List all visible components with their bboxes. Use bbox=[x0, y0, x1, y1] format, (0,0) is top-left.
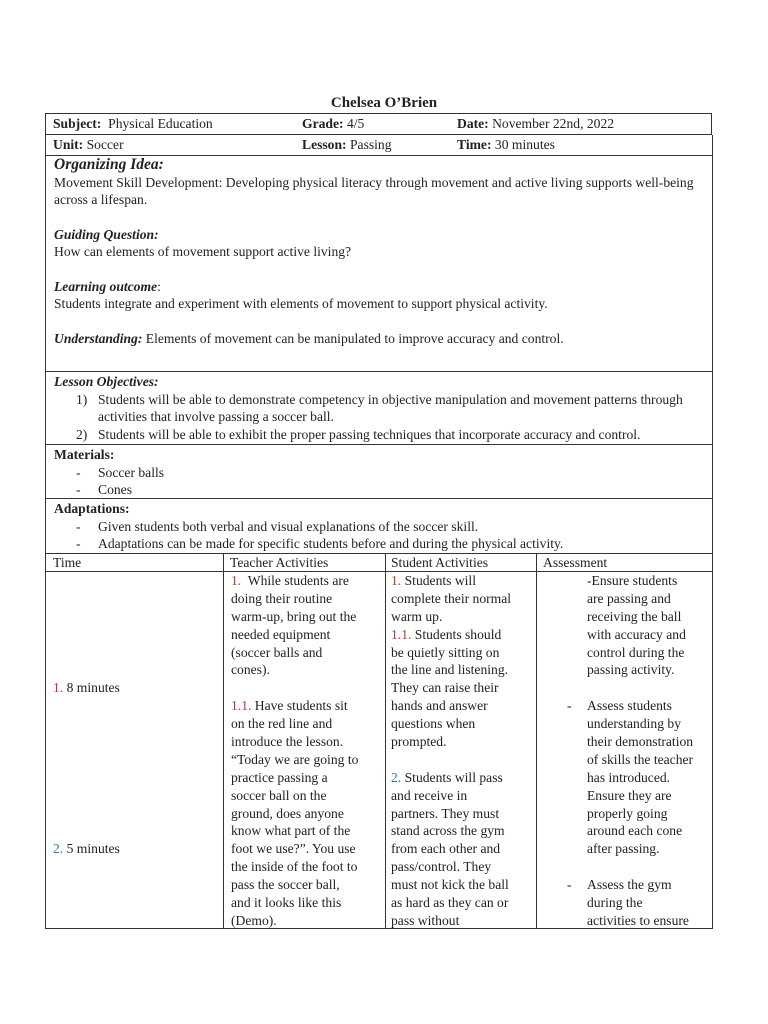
cell-line bbox=[391, 661, 511, 679]
subject-field bbox=[53, 116, 213, 132]
line-text: properly going bbox=[587, 805, 668, 821]
cell-line bbox=[231, 608, 358, 626]
line-text: cones). bbox=[231, 662, 270, 678]
cell-line bbox=[231, 644, 358, 662]
cell-line bbox=[587, 590, 693, 608]
learning-outcome-text: Students integrate and experiment with elements of movement to support physical activity. bbox=[54, 296, 548, 311]
cell-line bbox=[231, 715, 358, 733]
subject-label: Subject: bbox=[53, 116, 102, 131]
line-text: ground, does anyone bbox=[231, 805, 344, 821]
cell-line bbox=[231, 661, 358, 679]
objective-item bbox=[46, 426, 712, 444]
line-text: Assess students bbox=[587, 698, 672, 714]
cell-line bbox=[567, 876, 693, 894]
cell-line bbox=[231, 876, 358, 894]
line-text: partners. They must bbox=[391, 805, 500, 821]
cell-line bbox=[567, 697, 693, 715]
cell-line bbox=[587, 751, 693, 769]
cell-line bbox=[587, 769, 693, 787]
line-text: and receive in bbox=[391, 787, 468, 803]
item-number: 1) bbox=[76, 391, 88, 407]
lesson-field bbox=[302, 137, 392, 153]
line-text: hands and answer bbox=[391, 698, 488, 714]
unit-field bbox=[53, 137, 124, 153]
line-text: prompted. bbox=[391, 734, 447, 750]
line-text: has introduced. bbox=[587, 769, 671, 785]
cell-line bbox=[391, 876, 511, 894]
assessment-column bbox=[567, 572, 694, 930]
cell-line bbox=[231, 697, 358, 715]
step-number: 1. bbox=[391, 573, 402, 588]
grade-label: Grade: bbox=[302, 116, 344, 131]
cell-line bbox=[53, 661, 120, 679]
line-text: pass/control. They bbox=[391, 859, 492, 875]
unit-value: Soccer bbox=[86, 137, 124, 152]
cell-line bbox=[391, 679, 511, 697]
line-text: as hard as they can or bbox=[391, 895, 509, 911]
cell-line bbox=[231, 840, 358, 858]
cell-line bbox=[231, 769, 358, 787]
line-text: with accuracy and bbox=[587, 626, 686, 642]
line-text: the line and listening. bbox=[391, 662, 509, 678]
item-number: 2) bbox=[76, 426, 88, 442]
item-text: Students will be able to demonstrate competency in objective manipulation and movement patterns through activities that involve passing a soccer ball. bbox=[98, 391, 683, 424]
date-field bbox=[457, 116, 614, 132]
cell-line bbox=[231, 822, 358, 840]
line-text: be quietly sitting on bbox=[391, 644, 500, 660]
line-text: know what part of the bbox=[231, 823, 351, 839]
line-text: Have students sit bbox=[251, 698, 348, 714]
cell-line bbox=[231, 590, 358, 608]
understanding-heading: Understanding: bbox=[54, 330, 143, 346]
cell-line bbox=[53, 644, 120, 662]
cell-line bbox=[53, 608, 120, 626]
line-text: during the bbox=[587, 895, 643, 911]
line-text: Students will pass bbox=[401, 769, 503, 785]
cell-line bbox=[231, 572, 358, 590]
line-text: understanding by bbox=[587, 716, 682, 732]
header-assessment: Assessment bbox=[543, 555, 608, 570]
cell-line bbox=[231, 787, 358, 805]
cell-line bbox=[587, 733, 693, 751]
cell-line bbox=[587, 715, 693, 733]
line-text: introduce the lesson. bbox=[231, 734, 344, 750]
step-number: 1.1. bbox=[231, 698, 252, 714]
subject-value: Physical Education bbox=[108, 116, 213, 131]
cell-line bbox=[231, 733, 358, 751]
lesson-value: Passing bbox=[349, 137, 392, 152]
cell-line bbox=[391, 840, 511, 858]
item-text: Adaptations can be made for specific students before and during the physical activity. bbox=[98, 536, 564, 551]
header-time: Time bbox=[53, 555, 82, 570]
line-text: Assess the gym bbox=[587, 877, 672, 893]
line-text: warm-up, bring out the bbox=[231, 608, 357, 624]
line-text: -Ensure students bbox=[587, 573, 678, 588]
line-text: warm up. bbox=[391, 608, 443, 624]
line-text: of skills the teacher bbox=[587, 751, 694, 767]
cell-line bbox=[53, 590, 120, 608]
cell-line bbox=[391, 858, 511, 876]
line-text: on the red line and bbox=[231, 716, 333, 732]
grade-field bbox=[302, 116, 364, 132]
date-value: November 22nd, 2022 bbox=[492, 116, 615, 131]
line-text: They can raise their bbox=[391, 680, 499, 696]
cell-line bbox=[231, 751, 358, 769]
line-text: pass without bbox=[391, 912, 460, 928]
step-number: 1. bbox=[53, 680, 64, 696]
cell-line bbox=[587, 894, 693, 912]
learning-outcome-heading: Learning outcome bbox=[54, 278, 158, 294]
adaptation-item: - Given students both verbal and visual explanations of the soccer skill. bbox=[76, 518, 479, 534]
cell-line bbox=[391, 822, 511, 840]
cell-line bbox=[231, 912, 358, 930]
line-text: complete their normal bbox=[391, 590, 512, 606]
line-text: While students are bbox=[241, 573, 349, 588]
teacher-column bbox=[231, 572, 358, 930]
cell-line bbox=[391, 572, 511, 590]
cell-line bbox=[587, 787, 693, 805]
time-label: Time: bbox=[457, 137, 492, 152]
line-text: (soccer balls and bbox=[231, 644, 323, 660]
cell-line bbox=[391, 912, 511, 930]
student-column bbox=[391, 572, 511, 930]
cell-line bbox=[587, 608, 693, 626]
cell-line bbox=[587, 626, 693, 644]
line-text: the inside of the foot to bbox=[231, 859, 358, 875]
step-number: 2. bbox=[391, 769, 402, 785]
cell-line bbox=[391, 715, 511, 733]
cell-line bbox=[587, 858, 693, 876]
line-text: foot we use?”. You use bbox=[231, 841, 356, 857]
cell-line bbox=[53, 733, 120, 751]
time-value: 30 minutes bbox=[494, 137, 555, 152]
cell-line bbox=[231, 894, 358, 912]
cell-line bbox=[391, 805, 511, 823]
adaptation-item: - Adaptations can be made for specific students before and during the physical activity. bbox=[76, 536, 564, 551]
line-text: receiving the ball bbox=[587, 608, 682, 624]
guiding-question-text: How can elements of movement support active living? bbox=[54, 244, 352, 259]
line-text: needed equipment bbox=[231, 626, 331, 642]
cell-line bbox=[231, 858, 358, 876]
cell-line bbox=[587, 661, 693, 679]
material-item: - Soccer balls bbox=[76, 464, 165, 480]
cell-line bbox=[231, 679, 358, 697]
line-text: Ensure they are bbox=[587, 787, 672, 803]
cell-line bbox=[53, 715, 120, 733]
header-student-activities: Student Activities bbox=[391, 555, 489, 570]
cell-line bbox=[53, 787, 120, 805]
cell-line bbox=[53, 822, 120, 840]
header-teacher-activities: Teacher Activities bbox=[230, 555, 329, 570]
item-text: Given students both verbal and visual explanations of the soccer skill. bbox=[98, 518, 479, 534]
line-text: Students should bbox=[411, 626, 502, 642]
activities-table bbox=[45, 553, 713, 929]
organizing-text: Movement Skill Development: Developing physical literacy through movement and active living supports well-being across a lifespan. bbox=[54, 174, 694, 207]
line-text: and it looks like this bbox=[231, 895, 342, 911]
time-column bbox=[53, 572, 120, 858]
step-number: 1.1. bbox=[391, 626, 412, 642]
cell-line bbox=[587, 572, 693, 590]
line-text: soccer ball on the bbox=[231, 787, 327, 803]
info-row-1 bbox=[45, 113, 712, 135]
organizing-section bbox=[45, 156, 713, 372]
document-title: Chelsea O’Brien bbox=[330, 95, 438, 111]
cell-line bbox=[53, 697, 120, 715]
line-text: 8 minutes bbox=[63, 680, 120, 696]
materials-heading: Materials: bbox=[54, 447, 115, 462]
cell-line bbox=[391, 769, 511, 787]
cell-line bbox=[587, 644, 693, 662]
cell-line bbox=[231, 805, 358, 823]
objectives-section bbox=[45, 372, 713, 445]
line-text: are passing and bbox=[587, 590, 671, 606]
step-number: 1. bbox=[231, 573, 242, 588]
item-text: Cones bbox=[98, 482, 132, 497]
bullet-dash: - bbox=[567, 698, 572, 714]
date-label: Date: bbox=[457, 116, 489, 131]
cell-line bbox=[53, 805, 120, 823]
cell-line bbox=[391, 697, 511, 715]
objective-item bbox=[46, 391, 712, 426]
line-text: Students will bbox=[401, 573, 476, 588]
cell-line bbox=[53, 679, 120, 697]
cell-line bbox=[391, 626, 511, 644]
item-text: Soccer balls bbox=[98, 464, 165, 480]
line-text: passing activity. bbox=[587, 662, 675, 678]
time-field bbox=[457, 137, 555, 153]
understanding-text: Elements of movement can be manipulated to improve accuracy and control. bbox=[145, 330, 564, 346]
line-text: “Today we are going to bbox=[231, 751, 359, 767]
lesson-label: Lesson: bbox=[302, 137, 347, 152]
line-text: stand across the gym bbox=[391, 823, 505, 839]
cell-line bbox=[391, 608, 511, 626]
line-text: 5 minutes bbox=[63, 841, 120, 857]
line-text: doing their routine bbox=[231, 590, 333, 606]
cell-line bbox=[587, 679, 693, 697]
cell-line bbox=[391, 751, 511, 769]
cell-line bbox=[391, 787, 511, 805]
cell-line bbox=[391, 733, 511, 751]
cell-line bbox=[53, 769, 120, 787]
line-text: practice passing a bbox=[231, 769, 328, 785]
line-text: (Demo). bbox=[231, 912, 277, 928]
cell-line bbox=[391, 894, 511, 912]
cell-line bbox=[587, 912, 693, 930]
info-row-2 bbox=[45, 135, 713, 156]
organizing-heading: Organizing Idea: bbox=[54, 156, 164, 173]
cell-line bbox=[391, 590, 511, 608]
step-number: 2. bbox=[53, 841, 64, 857]
line-text: questions when bbox=[391, 716, 476, 732]
cell-line bbox=[53, 751, 120, 769]
line-text: activities to ensure bbox=[587, 912, 689, 928]
line-text: around each cone bbox=[587, 823, 683, 839]
cell-line bbox=[53, 572, 120, 590]
line-text: from each other and bbox=[391, 841, 501, 857]
grade-value: 4/5 bbox=[346, 116, 365, 131]
objectives-heading: Lesson Objectives: bbox=[54, 374, 159, 389]
cell-line bbox=[587, 840, 693, 858]
line-text: after passing. bbox=[587, 841, 660, 857]
cell-line bbox=[391, 644, 511, 662]
cell-line bbox=[231, 626, 358, 644]
cell-line bbox=[53, 840, 120, 858]
unit-label: Unit: bbox=[53, 137, 84, 152]
adaptations-section bbox=[45, 499, 713, 554]
cell-line bbox=[587, 822, 693, 840]
colon: : bbox=[157, 278, 161, 294]
bullet-dash: - bbox=[567, 877, 572, 893]
materials-section bbox=[45, 445, 713, 499]
material-item: - Cones bbox=[76, 482, 132, 497]
line-text: must not kick the ball bbox=[391, 877, 509, 893]
guiding-question-heading: Guiding Question: bbox=[54, 226, 159, 242]
cell-line bbox=[587, 805, 693, 823]
line-text: control during the bbox=[587, 644, 685, 660]
item-text: Students will be able to exhibit the proper passing techniques that incorporate accuracy and control. bbox=[98, 426, 641, 442]
line-text: pass the soccer ball, bbox=[231, 877, 340, 893]
adaptations-heading: Adaptations: bbox=[54, 501, 130, 516]
cell-line bbox=[53, 626, 120, 644]
line-text: their demonstration bbox=[587, 734, 694, 750]
